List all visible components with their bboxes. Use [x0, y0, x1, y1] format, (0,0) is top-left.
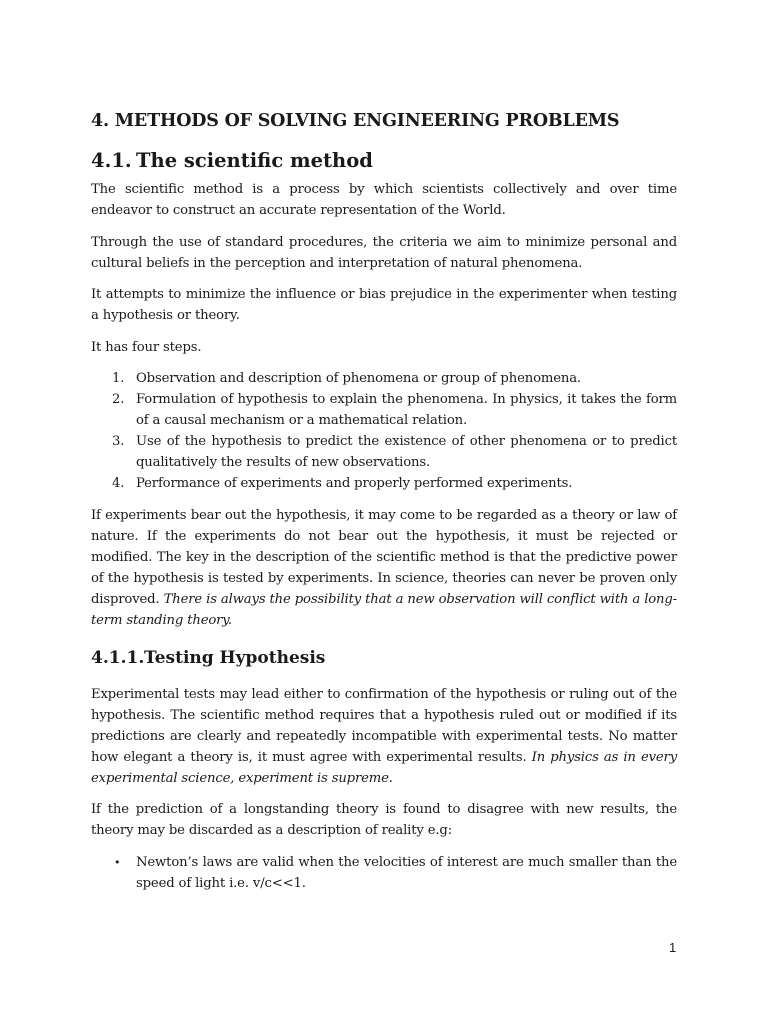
list-item-text: Performance of experiments and properly performed experiments. — [136, 476, 573, 491]
list-marker: 3. — [112, 434, 125, 449]
chapter-heading: 4. METHODS OF SOLVING ENGINEERING PROBLEMS — [91, 111, 620, 131]
list-item — [91, 473, 677, 494]
section-heading — [91, 149, 373, 172]
conclusion-italic: There is always the possibility that a new observation will conflict with a long-term standing theory. — [91, 592, 677, 628]
paragraph-bias: It attempts to minimize the influence or bias prejudice in the experimenter when testing a hypothesis or theory. — [91, 287, 677, 323]
section-title: The scientific method — [136, 149, 373, 172]
section-number: 4.1. — [91, 149, 132, 172]
subsection-heading — [91, 648, 325, 668]
steps-list — [91, 368, 677, 494]
paragraph-conclusion — [91, 505, 677, 631]
testing-italic: In physics as in every experimental science, experiment is supreme. — [91, 750, 678, 786]
paragraph-longstanding: If the prediction of a longstanding theory is found to disagree with new results, the theory may be discarded as a description of reality e.g: — [91, 802, 677, 838]
list-marker: 1. — [112, 371, 125, 386]
subsection-title: Testing Hypothesis — [144, 648, 326, 668]
list-item — [91, 431, 677, 473]
conclusion-text: If experiments bear out the hypothesis, it may come to be regarded as a theory or law of nature. If the experiments do not bear out the hypothesis, it must be rejected or modified. The key in the description of the scientific method is that the predictive power of the hypothesis is tested by experiments. In science, theories can never be proven only disproved. — [91, 508, 677, 607]
examples-list — [91, 852, 677, 894]
list-item-text: Formulation of hypothesis to explain the phenomena. In physics, it takes the form of a causal mechanism or a mathematical relation. — [136, 392, 677, 428]
list-item-text: Observation and description of phenomena or group of phenomena. — [136, 371, 581, 386]
list-item — [91, 852, 677, 894]
paragraph-testing — [91, 684, 677, 789]
testing-text: Experimental tests may lead either to confirmation of the hypothesis or ruling out of the hypothesis. The scientific method requires that a hypothesis ruled out or modified if its predictions are clearly and repeatedly incompatible with experimental tests. No matter how elegant a theory is, it must agree with experimental results. — [91, 687, 677, 765]
list-item — [91, 368, 677, 389]
bullet-marker: • — [114, 856, 121, 869]
subsection-number: 4.1.1. — [91, 648, 145, 668]
paragraph-definition: The scientific method is a process by which scientists collectively and over time endeavor to construct an accurate representation of the World. — [91, 182, 677, 218]
page-number: 1 — [669, 940, 677, 955]
paragraph-four-steps: It has four steps. — [91, 340, 202, 355]
list-item-text: Newton’s laws are valid when the velocities of interest are much smaller than the speed of light i.e. v/c<<1. — [136, 855, 677, 891]
paragraph-procedures: Through the use of standard procedures, the criteria we aim to minimize personal and cultural beliefs in the perception and interpretation of natural phenomena. — [91, 235, 677, 271]
list-item — [91, 389, 677, 431]
list-item-text: Use of the hypothesis to predict the existence of other phenomena or to predict qualitatively the results of new observations. — [136, 434, 677, 470]
list-marker: 4. — [112, 476, 125, 491]
list-marker: 2. — [112, 392, 125, 407]
